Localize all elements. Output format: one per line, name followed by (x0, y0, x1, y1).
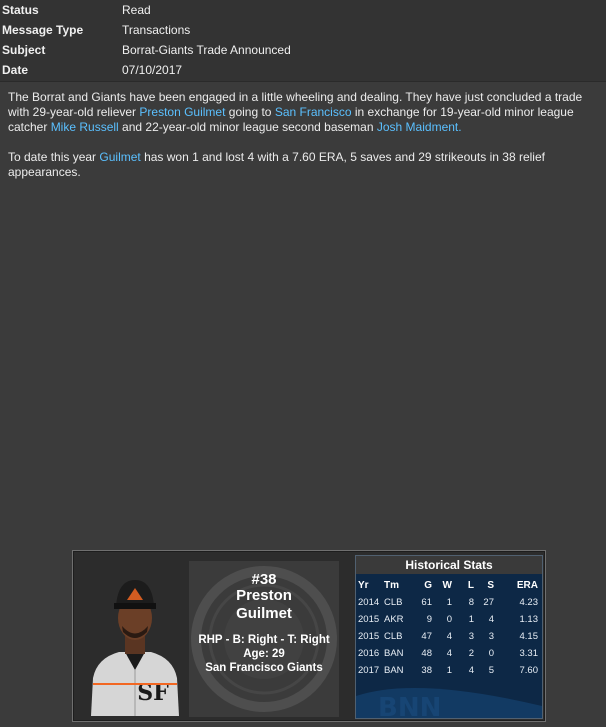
svg-text:SF: SF (137, 680, 169, 706)
cell-l: 4 (468, 665, 474, 676)
date-value: 07/10/2017 (122, 63, 183, 77)
cell-s: 4 (488, 614, 494, 625)
cell-tm: BAN (384, 648, 404, 659)
cell-w: 1 (446, 597, 452, 608)
cell-l: 2 (468, 648, 474, 659)
date-label: Date (2, 63, 29, 77)
stats-title: Historical Stats (356, 556, 542, 574)
cell-tm: CLB (384, 631, 403, 642)
message-header (0, 0, 606, 82)
cell-w: 0 (446, 614, 452, 625)
stats-header-row (356, 577, 542, 594)
cell-era: 7.60 (519, 665, 538, 676)
col-header-yr[interactable]: Yr (358, 580, 369, 591)
svg-text:BNN: BNN (378, 693, 442, 718)
player-team[interactable]: San Francisco Giants (205, 662, 323, 674)
subject-row (0, 40, 606, 60)
player-number: #38 (251, 571, 277, 588)
cell-era: 4.23 (519, 597, 538, 608)
message-type-value: Transactions (122, 23, 191, 37)
cell-s: 5 (488, 665, 494, 676)
historical-stats-table (355, 555, 543, 719)
col-header-era[interactable]: ERA (516, 580, 538, 591)
cell-w: 4 (446, 631, 452, 642)
player-id-panel (189, 561, 339, 717)
cell-g: 9 (426, 614, 432, 625)
player-link-guilmet[interactable]: Guilmet (99, 150, 141, 164)
player-age: Age: 29 (243, 648, 285, 660)
status-value: Read (122, 3, 151, 17)
cell-w: 4 (446, 648, 452, 659)
player-link-mike-russell[interactable]: Mike Russell (50, 120, 119, 134)
col-header-s[interactable]: S (487, 580, 494, 591)
cell-s: 27 (483, 597, 494, 608)
status-label: Status (2, 3, 39, 17)
subject-label: Subject (2, 43, 46, 57)
subject-value: Borrat-Giants Trade Announced (122, 43, 291, 57)
message-paragraph-1 (8, 90, 598, 135)
table-row (356, 662, 542, 679)
cell-w: 1 (446, 665, 452, 676)
text-segment: and 22-year-old minor league second baseman (118, 120, 377, 134)
date-row (0, 60, 606, 80)
message-paragraph-2 (8, 150, 598, 180)
player-link-preston-guilmet[interactable]: Preston Guilmet (139, 105, 226, 119)
cell-l: 8 (468, 597, 474, 608)
text-segment: To date this year (8, 150, 100, 164)
table-row (356, 594, 542, 611)
cell-era: 3.31 (519, 648, 538, 659)
status-row (0, 0, 606, 20)
text-segment: in exchange for 19-year-old minor league catcher (8, 105, 574, 134)
cell-g: 48 (421, 648, 432, 659)
player-photo[interactable] (85, 566, 185, 716)
col-header-w[interactable]: W (442, 580, 452, 591)
team-link-san-francisco[interactable]: San Francisco (274, 105, 352, 119)
cell-tm: BAN (384, 665, 404, 676)
cell-s: 0 (488, 648, 494, 659)
cell-l: 3 (468, 631, 474, 642)
cell-yr: 2017 (358, 665, 380, 676)
table-row (356, 611, 542, 628)
player-first-name[interactable]: Preston (236, 587, 292, 604)
message-type-label: Message Type (2, 23, 84, 37)
table-row (356, 628, 542, 645)
cell-yr: 2014 (358, 597, 380, 608)
text-segment: The Borrat and Giants have been engaged in a little wheeling and dealing. They have just concluded a trade with 29-year-old reliever (8, 90, 583, 119)
col-header-l[interactable]: L (467, 580, 474, 591)
col-header-tm[interactable]: Tm (384, 580, 399, 591)
text-segment: going to (225, 105, 275, 119)
cell-yr: 2016 (358, 648, 380, 659)
cell-g: 61 (421, 597, 432, 608)
cell-yr: 2015 (358, 614, 380, 625)
cell-era: 4.15 (519, 631, 538, 642)
cell-tm: AKR (384, 614, 404, 625)
player-link-josh-maidment[interactable]: Josh Maidment. (376, 120, 462, 134)
table-row (356, 645, 542, 662)
cell-s: 3 (488, 631, 494, 642)
cell-l: 1 (468, 614, 474, 625)
player-last-name[interactable]: Guilmet (236, 605, 292, 622)
message-type-row (0, 20, 606, 40)
message-body (8, 90, 598, 180)
player-portrait-image (85, 566, 185, 716)
cell-g: 38 (421, 665, 432, 676)
text-segment: has won 1 and lost 4 with a 7.60 ERA, 5 saves and 29 strikeouts in 38 relief appearances. (8, 150, 545, 179)
player-card (72, 550, 546, 722)
cell-era: 1.13 (519, 614, 538, 625)
cell-tm: CLB (384, 597, 403, 608)
cell-yr: 2015 (358, 631, 380, 642)
player-bats-throws: RHP - B: Right - T: Right (198, 634, 330, 646)
cell-g: 47 (421, 631, 432, 642)
col-header-g[interactable]: G (424, 580, 432, 591)
